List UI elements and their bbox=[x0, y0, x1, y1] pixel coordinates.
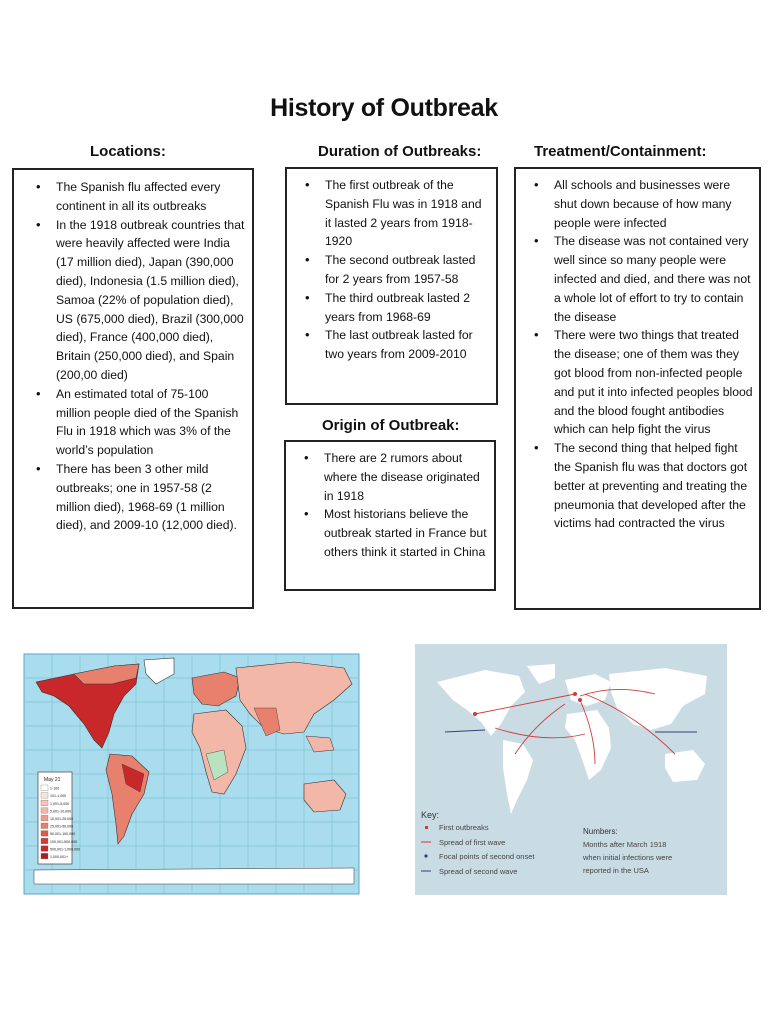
legend-swatch bbox=[41, 823, 48, 829]
duration-box bbox=[285, 167, 498, 405]
spread-map-image bbox=[415, 644, 727, 895]
list-item: • An estimated total of 75-100 million people died of the Spanish Flu in 1918 which was 3% of the world’s population bbox=[30, 385, 246, 460]
origin-heading: Origin of Outbreak: bbox=[322, 417, 460, 434]
list-item: • There has been 3 other mild outbreaks; one in 1957-58 (2 million died), 1968-69 (1 million died), and 2009-10 (12,000 died). bbox=[30, 460, 246, 535]
legend-swatch bbox=[41, 785, 48, 791]
legend-swatch bbox=[41, 793, 48, 799]
duration-heading: Duration of Outbreaks: bbox=[318, 143, 482, 160]
legend-label: 1-100 bbox=[50, 786, 60, 791]
legend-swatch bbox=[41, 853, 48, 859]
key-item: First outbreaks bbox=[439, 823, 489, 832]
legend-label: 25,001-50,000 bbox=[50, 824, 74, 829]
key-item: Spread of second wave bbox=[439, 867, 518, 876]
treatment-heading: Treatment/Containment: bbox=[534, 143, 707, 160]
legend-swatch bbox=[41, 815, 48, 821]
legend-swatch bbox=[41, 846, 48, 852]
legend-label: 5,001-10,000 bbox=[50, 809, 72, 814]
list-item: • The Spanish flu affected every continent in all its outbreaks bbox=[30, 178, 246, 216]
legend-label: 500,001-1,000,000 bbox=[50, 847, 81, 852]
list-item: • The second outbreak lasted for 2 years from 1957-58 bbox=[299, 251, 490, 289]
locations-heading: Locations: bbox=[90, 143, 166, 160]
legend-swatch bbox=[41, 800, 48, 806]
key-item: Focal points of second onset bbox=[439, 852, 535, 861]
numbers-line: reported in the USA bbox=[583, 866, 649, 875]
duration-list bbox=[299, 176, 490, 364]
list-item: • The disease was not contained very well since so many people were infected and died, and there was not a whole lot of effort to try to contain the disease bbox=[528, 232, 755, 326]
spread-map bbox=[415, 644, 727, 895]
numbers-line: Months after March 1918 bbox=[583, 840, 667, 849]
locations-box bbox=[12, 168, 254, 609]
treatment-list bbox=[528, 176, 755, 533]
origin-list bbox=[298, 449, 488, 562]
legend-label: 1,000,001+ bbox=[50, 855, 69, 859]
locations-list bbox=[30, 178, 246, 535]
key-title: Key: bbox=[421, 810, 440, 820]
legend-label: 1,001-5,000 bbox=[50, 801, 70, 806]
legend-title: May 21 bbox=[44, 777, 61, 783]
list-item: • The second thing that helped fight the Spanish flu was that doctors got better at preventing and treating the pneumonia that developed after the victims had contracted the virus bbox=[528, 439, 755, 533]
page-title: History of Outbreak bbox=[270, 94, 498, 122]
list-item: • The last outbreak lasted for two years from 2009-2010 bbox=[299, 326, 490, 364]
legend-swatch bbox=[41, 808, 48, 814]
list-item: • There were two things that treated the disease; one of them was they got blood from non-infected people and put it into infected peoples blood and the blood fought antibodies which can help fight the virus bbox=[528, 326, 755, 439]
list-item: • There are 2 rumors about where the disease originated in 1918 bbox=[298, 449, 488, 505]
choropleth-map-image bbox=[14, 644, 369, 906]
list-item: • Most historians believe the outbreak started in France but others think it started in China bbox=[298, 505, 488, 561]
list-item: • The third outbreak lasted 2 years from 1968-69 bbox=[299, 289, 490, 327]
numbers-title: Numbers: bbox=[583, 827, 618, 836]
list-item: • In the 1918 outbreak countries that were heavily affected were India (17 million died), Japan (390,000 died), Indonesia (1.5 million died), Samoa (22% of population died), US (675,000 died), Brazil (300,000 died), France (400,000 died), Britain (250,000 died), and Spain (200,00 died) bbox=[30, 216, 246, 385]
legend-label: 10,001-25,000 bbox=[50, 817, 74, 821]
legend-label: 101-1,000 bbox=[50, 794, 67, 799]
legend-label: 100,001-500,000 bbox=[50, 839, 78, 844]
origin-box bbox=[284, 440, 496, 591]
legend-label: 50,001-100,000 bbox=[50, 832, 76, 837]
world-death-map bbox=[14, 644, 369, 906]
list-item: • The first outbreak of the Spanish Flu was in 1918 and it lasted 2 years from 1918-1920 bbox=[299, 176, 490, 251]
legend-swatch bbox=[41, 838, 48, 844]
key-item: Spread of first wave bbox=[439, 838, 506, 847]
treatment-box bbox=[514, 167, 761, 610]
legend-swatch bbox=[41, 831, 48, 837]
list-item: • All schools and businesses were shut down because of how many people were infected bbox=[528, 176, 755, 232]
numbers-line: when initial infections were bbox=[583, 853, 673, 862]
